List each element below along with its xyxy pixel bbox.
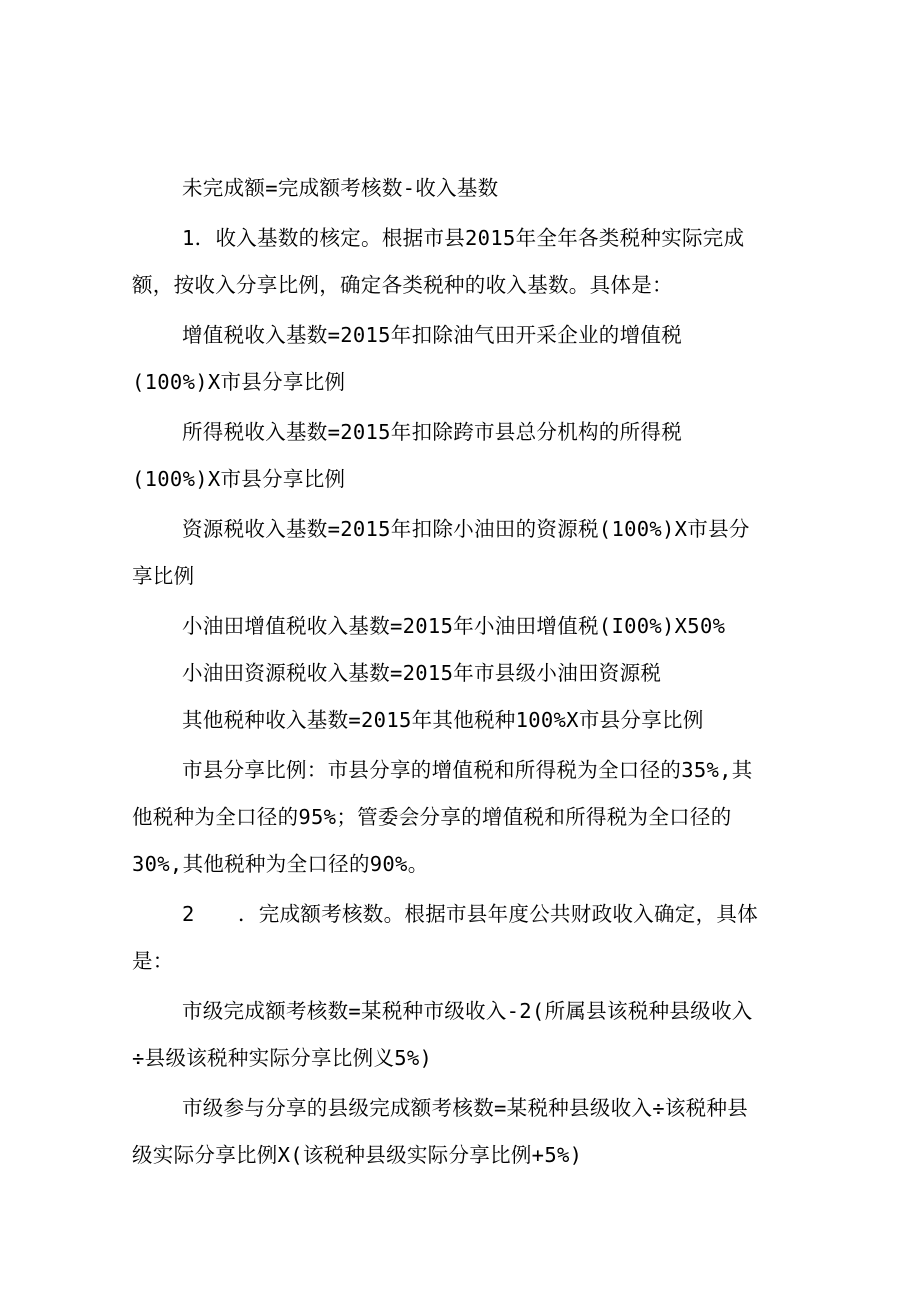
income-tax-base-formula: 所得税收入基数=2015年扣除跨市县总分机构的所得税 (182, 420, 683, 444)
small-oilfield-resource-formula: 小油田资源税收入基数=2015年市县级小油田资源税 (182, 661, 662, 685)
city-assessment-formula: 市级完成额考核数=某税种市级收入-2(所属县该税种县级收入 (182, 999, 753, 1023)
section-2-heading: ．完成额考核数。根据市县年度公共财政收入确定，具体 (238, 902, 758, 926)
county-assessment-formula: 市级参与分享的县级完成额考核数=某税种县级收入÷该税种县 (182, 1096, 749, 1120)
other-tax-base-formula: 其他税种收入基数=2015年其他税种100%X市县分享比例 (182, 708, 704, 732)
small-oilfield-vat-formula: 小油田增值税收入基数=2015年小油田增值税(I00%)X50% (182, 614, 726, 638)
formula-unfinished-amount: 未完成额=完成额考核数-收入基数 (182, 176, 499, 200)
vat-base-formula: 增值税收入基数=2015年扣除油气田开采企业的增值税 (182, 323, 683, 347)
section-1-heading: 1．收入基数的核定。根据市县2015年全年各类税种实际完成 (182, 226, 745, 250)
section-1-continued: 额，按收入分享比例，确定各类税种的收入基数。具体是： (132, 273, 673, 297)
resource-tax-base-formula-cont: 享比例 (132, 564, 195, 588)
vat-base-formula-cont: (100%)X市县分享比例 (132, 370, 346, 394)
income-tax-base-formula-cont: (100%)X市县分享比例 (132, 467, 346, 491)
resource-tax-base-formula: 资源税收入基数=2015年扣除小油田的资源税(100%)X市县分 (182, 517, 750, 541)
section-2-heading-cont: 是： (132, 949, 174, 973)
sharing-ratio-paragraph: 市县分享比例：市县分享的增值税和所得税为全口径的35%,其 (182, 758, 753, 782)
sharing-ratio-paragraph-cont-2: 30%,其他税种为全口径的90%。 (132, 852, 429, 876)
section-2-number: 2 (182, 902, 195, 926)
city-assessment-formula-cont: ÷县级该税种实际分享比例义5%) (132, 1046, 433, 1070)
sharing-ratio-paragraph-cont-1: 他税种为全口径的95%；管委会分享的增值税和所得税为全口径的 (132, 805, 732, 829)
county-assessment-formula-cont: 级实际分享比例X(该税种县级实际分享比例+5%) (132, 1143, 583, 1167)
